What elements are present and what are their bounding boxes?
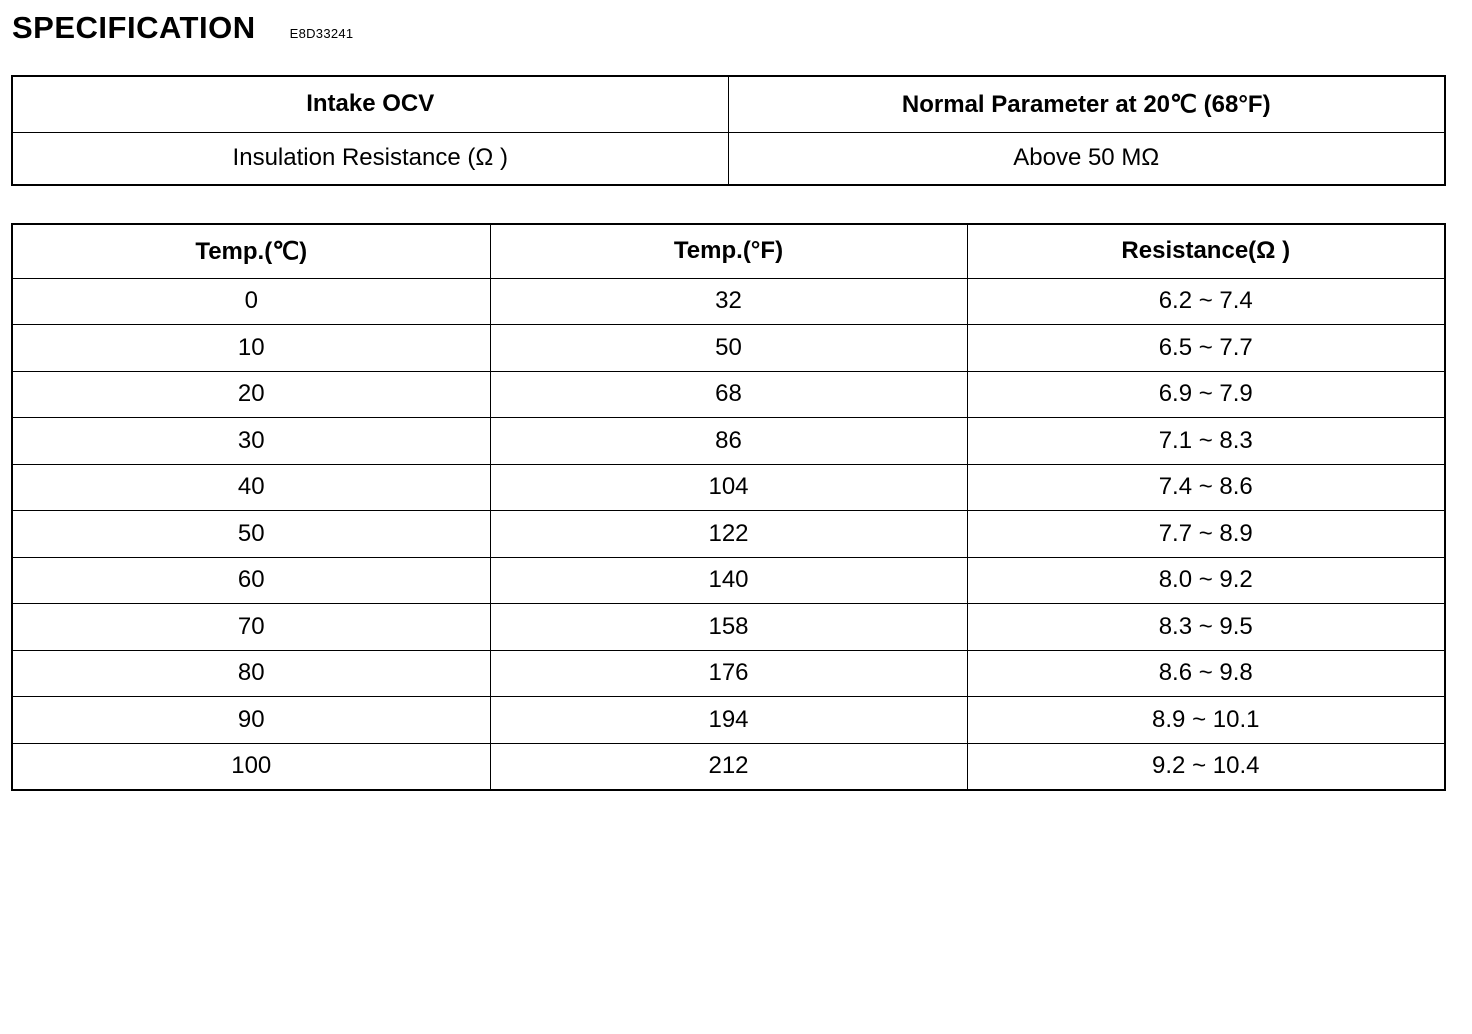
table-cell: 68 bbox=[490, 371, 967, 418]
table-row bbox=[12, 278, 1445, 325]
table-cell: 32 bbox=[490, 278, 967, 325]
table-cell: 0 bbox=[12, 278, 490, 325]
table-cell: 50 bbox=[490, 325, 967, 372]
table-cell: 86 bbox=[490, 418, 967, 465]
table-cell: 212 bbox=[490, 743, 967, 790]
table-row bbox=[12, 418, 1445, 465]
page-title: SPECIFICATION bbox=[12, 10, 256, 45]
table-cell: 10 bbox=[12, 325, 490, 372]
table-cell: 140 bbox=[490, 557, 967, 604]
table-header-row bbox=[12, 76, 1445, 132]
table-cell: 40 bbox=[12, 464, 490, 511]
table-cell: 7.4 ~ 8.6 bbox=[967, 464, 1445, 511]
table-cell: 80 bbox=[12, 650, 490, 697]
table-cell: 8.3 ~ 9.5 bbox=[967, 604, 1445, 651]
table-row bbox=[12, 604, 1445, 651]
table-cell: 6.5 ~ 7.7 bbox=[967, 325, 1445, 372]
table-cell: 7.7 ~ 8.9 bbox=[967, 511, 1445, 558]
column-header: Intake OCV bbox=[12, 76, 728, 132]
column-header: Resistance(Ω ) bbox=[967, 224, 1445, 278]
table-cell: 50 bbox=[12, 511, 490, 558]
page-header bbox=[12, 10, 353, 46]
table-cell: 60 bbox=[12, 557, 490, 604]
table-row bbox=[12, 697, 1445, 744]
table-cell: 70 bbox=[12, 604, 490, 651]
table-cell: 6.2 ~ 7.4 bbox=[967, 278, 1445, 325]
table-cell: 122 bbox=[490, 511, 967, 558]
table-cell: 8.0 ~ 9.2 bbox=[967, 557, 1445, 604]
table-row bbox=[12, 557, 1445, 604]
resistance-table bbox=[11, 223, 1446, 791]
table-cell: Above 50 MΩ bbox=[728, 132, 1445, 185]
table-cell: 158 bbox=[490, 604, 967, 651]
table-cell: 7.1 ~ 8.3 bbox=[967, 418, 1445, 465]
table-cell: 90 bbox=[12, 697, 490, 744]
table-cell: 8.6 ~ 9.8 bbox=[967, 650, 1445, 697]
table-row bbox=[12, 132, 1445, 185]
column-header: Temp.(°F) bbox=[490, 224, 967, 278]
table-header-row bbox=[12, 224, 1445, 278]
table-row bbox=[12, 511, 1445, 558]
table-cell: 9.2 ~ 10.4 bbox=[967, 743, 1445, 790]
table-cell: 194 bbox=[490, 697, 967, 744]
table-cell: 176 bbox=[490, 650, 967, 697]
table-cell: 6.9 ~ 7.9 bbox=[967, 371, 1445, 418]
table-cell: Insulation Resistance (Ω ) bbox=[12, 132, 728, 185]
document-code: E8D33241 bbox=[289, 26, 354, 41]
table-cell: 20 bbox=[12, 371, 490, 418]
column-header: Temp.(℃) bbox=[12, 224, 490, 278]
column-header: Normal Parameter at 20℃ (68°F) bbox=[728, 76, 1445, 132]
insulation-spec-table bbox=[11, 75, 1446, 186]
table-row bbox=[12, 371, 1445, 418]
table-cell: 104 bbox=[490, 464, 967, 511]
table-row bbox=[12, 464, 1445, 511]
table-row bbox=[12, 650, 1445, 697]
table-cell: 8.9 ~ 10.1 bbox=[967, 697, 1445, 744]
table-cell: 30 bbox=[12, 418, 490, 465]
table-cell: 100 bbox=[12, 743, 490, 790]
table-row bbox=[12, 325, 1445, 372]
table-row bbox=[12, 743, 1445, 790]
